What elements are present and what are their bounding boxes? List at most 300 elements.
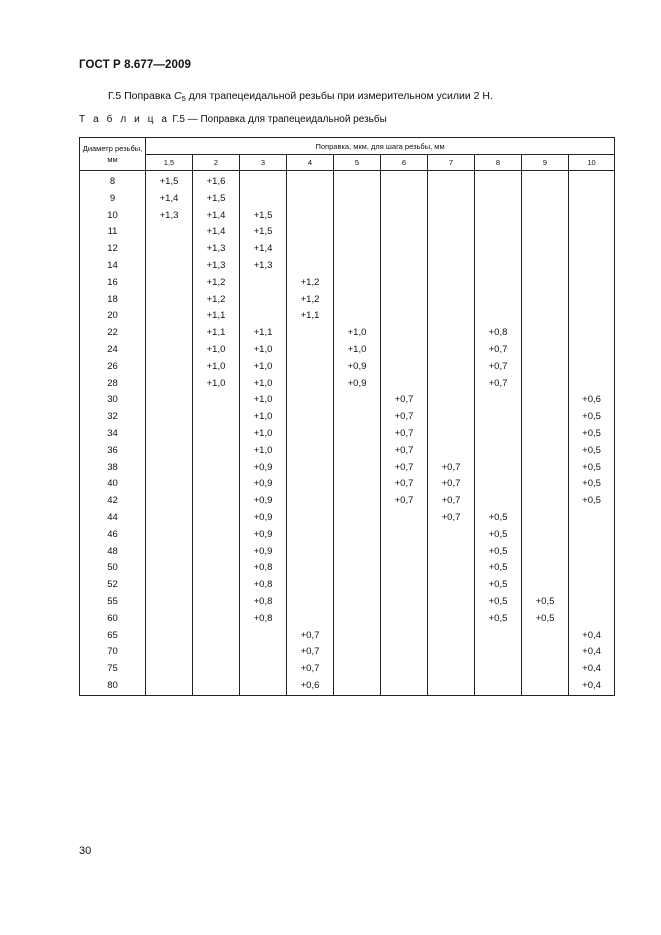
correction-cell (381, 611, 428, 628)
pitch-header: 8 (475, 155, 522, 171)
correction-cell (569, 359, 615, 376)
correction-cell (334, 174, 381, 191)
correction-cell (381, 208, 428, 225)
correction-cell (334, 308, 381, 325)
correction-cell: +1,1 (193, 308, 240, 325)
document-code: ГОСТ Р 8.677—2009 (79, 59, 191, 71)
correction-cell (146, 275, 193, 292)
diameter-cell: 16 (80, 275, 146, 292)
correction-cell (475, 443, 522, 460)
diameter-cell: 8 (80, 174, 146, 191)
table-row (80, 174, 615, 191)
correction-cell (193, 426, 240, 443)
correction-cell (428, 611, 475, 628)
correction-cell (334, 443, 381, 460)
correction-cell (334, 560, 381, 577)
correction-cell: +0,6 (287, 678, 334, 695)
table-row (80, 544, 615, 561)
correction-cell (287, 208, 334, 225)
diameter-cell: 70 (80, 644, 146, 661)
correction-cell (522, 325, 569, 342)
table-row (80, 443, 615, 460)
pitch-header: 2 (193, 155, 240, 171)
correction-cell (475, 426, 522, 443)
correction-cell (146, 308, 193, 325)
correction-cell (334, 191, 381, 208)
correction-cell (334, 493, 381, 510)
correction-cell (287, 527, 334, 544)
correction-cell (334, 527, 381, 544)
correction-cell (381, 308, 428, 325)
table-row (80, 476, 615, 493)
pitch-header: 10 (569, 155, 615, 171)
pitch-header: 1,5 (146, 155, 193, 171)
correction-cell (569, 308, 615, 325)
correction-cell: +0,7 (381, 409, 428, 426)
diameter-cell: 30 (80, 392, 146, 409)
correction-cell (146, 224, 193, 241)
correction-cell: +0,4 (569, 661, 615, 678)
table-row (80, 292, 615, 309)
correction-cell: +0,5 (569, 476, 615, 493)
correction-cell (146, 661, 193, 678)
correction-cell (146, 258, 193, 275)
correction-cell (381, 644, 428, 661)
correction-cell (334, 628, 381, 645)
correction-cell: +1,4 (193, 224, 240, 241)
correction-cell (475, 174, 522, 191)
correction-cell (146, 426, 193, 443)
diameter-cell: 9 (80, 191, 146, 208)
correction-cell (146, 577, 193, 594)
correction-cell (334, 678, 381, 695)
correction-cell (381, 325, 428, 342)
correction-cell (428, 376, 475, 393)
correction-cell (475, 678, 522, 695)
correction-cell (287, 577, 334, 594)
correction-cell (428, 174, 475, 191)
correction-cell (146, 560, 193, 577)
correction-cell (146, 292, 193, 309)
correction-cell (569, 376, 615, 393)
correction-cell: +0,4 (569, 628, 615, 645)
diameter-cell: 14 (80, 258, 146, 275)
correction-cell: +1,0 (240, 426, 287, 443)
correction-cell (522, 493, 569, 510)
correction-cell (146, 392, 193, 409)
correction-cell: +1,3 (240, 258, 287, 275)
table-row (80, 678, 615, 695)
table-row (80, 224, 615, 241)
correction-cell (334, 392, 381, 409)
correction-cell (522, 443, 569, 460)
correction-cell: +0,7 (381, 460, 428, 477)
correction-cell (522, 275, 569, 292)
correction-cell (146, 409, 193, 426)
diameter-cell: 48 (80, 544, 146, 561)
correction-cell (193, 611, 240, 628)
correction-cell (381, 174, 428, 191)
table-row (80, 426, 615, 443)
diameter-cell: 18 (80, 292, 146, 309)
correction-cell (287, 510, 334, 527)
correction-cell: +1,2 (193, 275, 240, 292)
table-caption-label: Т а б л и ц а (79, 114, 170, 125)
correction-cell (287, 342, 334, 359)
correction-cell (146, 510, 193, 527)
correction-cell (193, 443, 240, 460)
correction-cell (193, 493, 240, 510)
correction-cell: +1,2 (193, 292, 240, 309)
table-row (80, 409, 615, 426)
correction-cell: +1,5 (240, 208, 287, 225)
correction-cell: +1,5 (240, 224, 287, 241)
correction-cell (193, 544, 240, 561)
correction-cell: +1,0 (240, 443, 287, 460)
correction-cell: +0,7 (428, 476, 475, 493)
correction-cell (569, 510, 615, 527)
correction-cell (428, 644, 475, 661)
correction-cell: +0,8 (475, 325, 522, 342)
correction-cell (334, 275, 381, 292)
correction-cell: +1,3 (146, 208, 193, 225)
diameter-cell: 42 (80, 493, 146, 510)
correction-cell: +1,1 (240, 325, 287, 342)
correction-cell (334, 241, 381, 258)
correction-cell: +0,5 (569, 460, 615, 477)
correction-cell (193, 678, 240, 695)
correction-cell: +0,9 (240, 544, 287, 561)
correction-cell (381, 594, 428, 611)
table-body (80, 171, 615, 696)
table-row (80, 308, 615, 325)
correction-cell: +1,0 (334, 325, 381, 342)
correction-cell (428, 292, 475, 309)
correction-cell (428, 443, 475, 460)
correction-cell (428, 594, 475, 611)
correction-cell (428, 661, 475, 678)
correction-cell (428, 224, 475, 241)
correction-cell (146, 241, 193, 258)
correction-cell (522, 678, 569, 695)
correction-cell (522, 241, 569, 258)
correction-cell: +1,0 (240, 359, 287, 376)
correction-cell (287, 241, 334, 258)
correction-cell: +1,5 (193, 191, 240, 208)
correction-cell (193, 392, 240, 409)
correction-cell (334, 544, 381, 561)
correction-variable-subscript: 5 (181, 94, 186, 103)
correction-cell: +1,0 (240, 392, 287, 409)
correction-cell: +0,5 (569, 443, 615, 460)
correction-cell (381, 224, 428, 241)
pitch-group-header: Поправка, мкм, для шага резьбы, мм (146, 138, 615, 155)
diameter-cell: 32 (80, 409, 146, 426)
diameter-cell: 38 (80, 460, 146, 477)
correction-cell (428, 409, 475, 426)
diameter-cell: 20 (80, 308, 146, 325)
correction-cell (428, 628, 475, 645)
correction-cell (334, 661, 381, 678)
correction-cell: +0,7 (475, 342, 522, 359)
correction-cell (475, 241, 522, 258)
correction-cell: +1,3 (193, 258, 240, 275)
correction-cell (334, 460, 381, 477)
correction-cell (381, 560, 428, 577)
pitch-header: 4 (287, 155, 334, 171)
correction-cell (240, 661, 287, 678)
diameter-cell: 34 (80, 426, 146, 443)
diameter-cell: 46 (80, 527, 146, 544)
correction-cell (522, 342, 569, 359)
correction-cell (569, 224, 615, 241)
correction-cell (193, 560, 240, 577)
correction-cell (334, 594, 381, 611)
correction-cell: +0,7 (381, 392, 428, 409)
correction-cell (475, 628, 522, 645)
correction-cell (522, 476, 569, 493)
correction-cell: +0,5 (522, 611, 569, 628)
correction-cell (240, 678, 287, 695)
correction-cell: +0,4 (569, 678, 615, 695)
correction-cell: +1,0 (334, 342, 381, 359)
correction-cell (522, 308, 569, 325)
correction-cell (569, 208, 615, 225)
correction-cell (428, 577, 475, 594)
correction-cell (334, 510, 381, 527)
table-row (80, 644, 615, 661)
correction-cell (428, 426, 475, 443)
correction-cell (522, 258, 569, 275)
correction-cell: +0,9 (240, 493, 287, 510)
correction-cell (287, 460, 334, 477)
table-row (80, 460, 615, 477)
correction-cell: +0,9 (334, 359, 381, 376)
correction-cell (522, 661, 569, 678)
correction-cell (475, 224, 522, 241)
correction-cell (428, 275, 475, 292)
correction-cell (428, 342, 475, 359)
correction-cell: +0,7 (428, 493, 475, 510)
correction-cell: +0,8 (240, 577, 287, 594)
diameter-cell: 50 (80, 560, 146, 577)
correction-cell (569, 611, 615, 628)
correction-cell (522, 224, 569, 241)
diameter-cell: 80 (80, 678, 146, 695)
correction-cell (381, 292, 428, 309)
correction-cell (334, 409, 381, 426)
correction-cell: +0,7 (475, 359, 522, 376)
correction-cell (193, 661, 240, 678)
diameter-cell: 52 (80, 577, 146, 594)
correction-cell (287, 493, 334, 510)
diameter-cell: 12 (80, 241, 146, 258)
correction-cell (193, 594, 240, 611)
correction-cell: +0,5 (475, 544, 522, 561)
correction-cell (569, 527, 615, 544)
correction-cell: +0,8 (240, 560, 287, 577)
correction-cell: +0,7 (287, 661, 334, 678)
correction-cell (569, 325, 615, 342)
correction-cell (522, 577, 569, 594)
correction-cell: +0,7 (428, 510, 475, 527)
correction-cell (381, 577, 428, 594)
diameter-cell: 65 (80, 628, 146, 645)
correction-cell (475, 308, 522, 325)
pitch-header-row (80, 155, 615, 171)
correction-cell: +1,0 (193, 376, 240, 393)
correction-cell: +1,6 (193, 174, 240, 191)
correction-cell: +0,5 (569, 493, 615, 510)
correction-cell (381, 275, 428, 292)
correction-cell: +1,0 (240, 376, 287, 393)
table-row (80, 611, 615, 628)
correction-cell: +0,9 (240, 527, 287, 544)
correction-cell (193, 409, 240, 426)
correction-cell: +0,7 (428, 460, 475, 477)
correction-cell (522, 426, 569, 443)
correction-cell (475, 493, 522, 510)
correction-cell: +0,9 (240, 476, 287, 493)
correction-cell (569, 275, 615, 292)
correction-cell: +0,5 (475, 577, 522, 594)
correction-table (79, 137, 615, 696)
correction-cell: +0,8 (240, 594, 287, 611)
correction-cell: +1,0 (240, 409, 287, 426)
correction-cell (522, 174, 569, 191)
correction-cell (569, 577, 615, 594)
correction-cell (569, 258, 615, 275)
correction-cell (428, 308, 475, 325)
correction-cell (287, 560, 334, 577)
correction-cell (334, 426, 381, 443)
correction-cell (569, 191, 615, 208)
correction-cell (193, 476, 240, 493)
correction-cell (287, 544, 334, 561)
correction-cell (428, 258, 475, 275)
correction-cell (381, 628, 428, 645)
table-row (80, 493, 615, 510)
correction-cell (146, 359, 193, 376)
correction-cell (428, 208, 475, 225)
diameter-cell: 10 (80, 208, 146, 225)
correction-cell: +0,9 (240, 510, 287, 527)
correction-cell (287, 409, 334, 426)
correction-cell: +1,0 (193, 359, 240, 376)
correction-cell: +0,7 (381, 476, 428, 493)
correction-cell: +0,5 (475, 510, 522, 527)
correction-cell: +0,5 (569, 409, 615, 426)
correction-cell (569, 241, 615, 258)
correction-cell (522, 560, 569, 577)
correction-cell (287, 258, 334, 275)
correction-cell (240, 174, 287, 191)
table-caption-text: Г.5 — Поправка для трапецеидальной резьбы (169, 114, 387, 125)
correction-cell (381, 359, 428, 376)
table-row (80, 241, 615, 258)
correction-cell: +0,4 (569, 644, 615, 661)
correction-cell (475, 258, 522, 275)
correction-cell (240, 644, 287, 661)
diameter-cell: 26 (80, 359, 146, 376)
correction-cell (193, 577, 240, 594)
correction-cell: +0,8 (240, 611, 287, 628)
correction-cell (428, 544, 475, 561)
correction-cell: +0,7 (287, 628, 334, 645)
correction-cell (569, 174, 615, 191)
table-row (80, 661, 615, 678)
correction-cell (193, 628, 240, 645)
correction-cell (146, 678, 193, 695)
correction-cell: +1,1 (287, 308, 334, 325)
correction-cell (193, 527, 240, 544)
correction-cell (475, 392, 522, 409)
correction-cell (522, 544, 569, 561)
correction-cell (240, 191, 287, 208)
pitch-header: 3 (240, 155, 287, 171)
correction-cell (428, 527, 475, 544)
correction-cell: +0,5 (569, 426, 615, 443)
correction-cell (569, 342, 615, 359)
correction-cell (475, 275, 522, 292)
correction-cell: +0,9 (334, 376, 381, 393)
page-number: 30 (79, 845, 92, 857)
correction-cell (146, 527, 193, 544)
correction-cell (334, 208, 381, 225)
table-row (80, 191, 615, 208)
correction-cell (334, 224, 381, 241)
correction-cell (522, 644, 569, 661)
correction-cell (240, 292, 287, 309)
correction-cell (381, 678, 428, 695)
table-row (80, 359, 615, 376)
diameter-cell: 11 (80, 224, 146, 241)
correction-cell (381, 258, 428, 275)
correction-cell: +1,2 (287, 292, 334, 309)
correction-cell (240, 275, 287, 292)
correction-cell: +0,5 (475, 611, 522, 628)
correction-cell (522, 191, 569, 208)
correction-cell (334, 292, 381, 309)
correction-cell (146, 443, 193, 460)
correction-cell (522, 628, 569, 645)
correction-cell (287, 611, 334, 628)
diameter-header: Диаметр резьбы, мм (80, 138, 146, 171)
correction-cell (475, 409, 522, 426)
table-row (80, 258, 615, 275)
pitch-header: 7 (428, 155, 475, 171)
pitch-header: 6 (381, 155, 428, 171)
correction-cell (334, 611, 381, 628)
correction-cell (334, 258, 381, 275)
correction-cell: +0,9 (240, 460, 287, 477)
correction-cell (475, 476, 522, 493)
correction-cell (569, 594, 615, 611)
correction-cell (475, 208, 522, 225)
diameter-cell: 36 (80, 443, 146, 460)
correction-cell (428, 560, 475, 577)
correction-cell (522, 527, 569, 544)
correction-cell: +1,0 (240, 342, 287, 359)
section-title-prefix: Г.5 Поправка (108, 90, 174, 102)
section-title (108, 90, 493, 103)
correction-cell (428, 325, 475, 342)
correction-cell (428, 678, 475, 695)
correction-cell (287, 191, 334, 208)
correction-cell (522, 208, 569, 225)
pitch-header: 5 (334, 155, 381, 171)
correction-cell (240, 628, 287, 645)
